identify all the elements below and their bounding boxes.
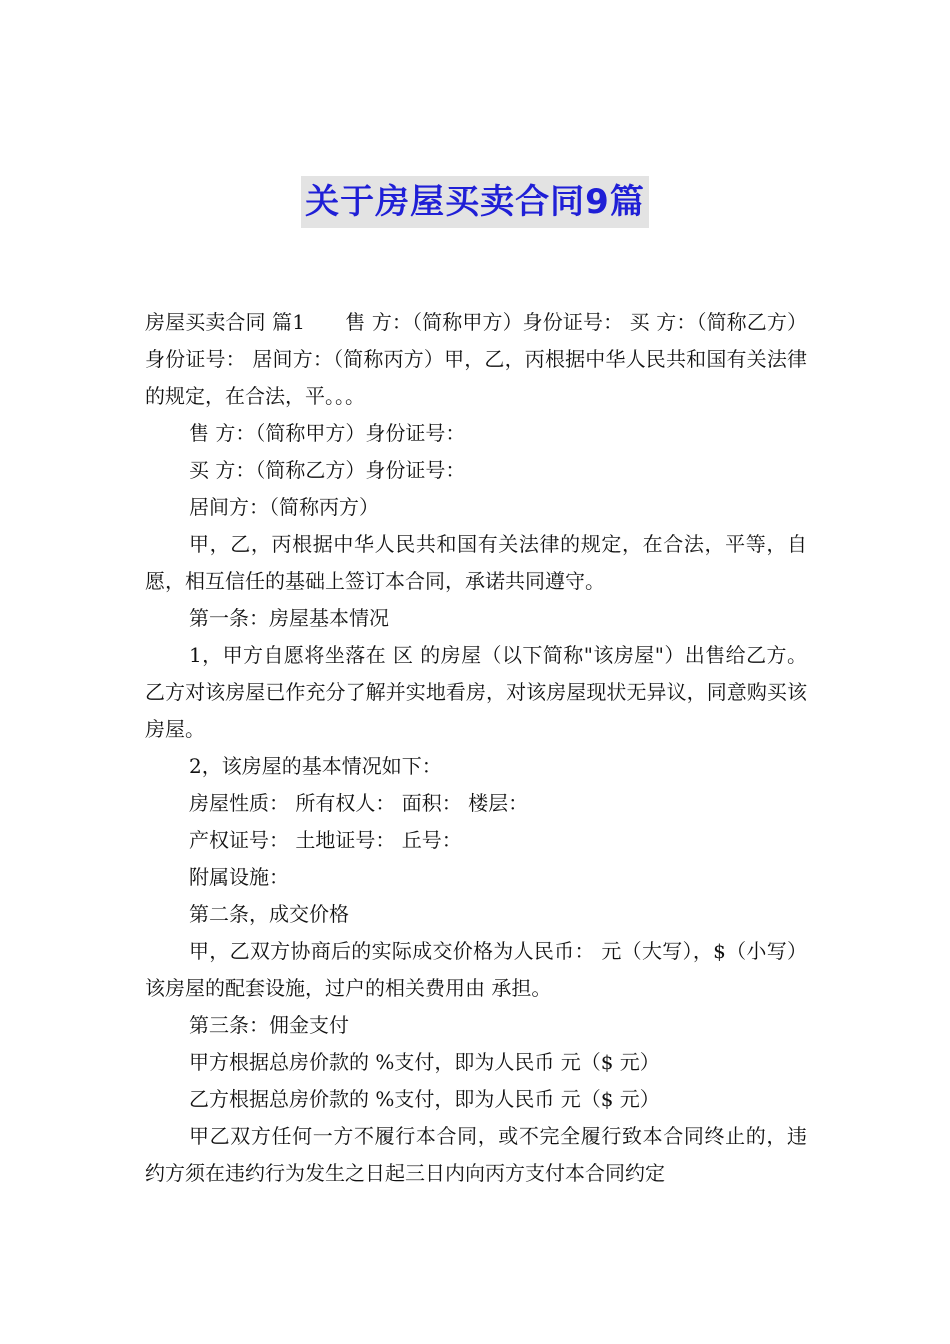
paragraph: 甲乙双方任何一方不履行本合同，或不完全履行致本合同终止的，违约方须在违约行为发生之日起三日内向丙方支付本合同约定 <box>145 1124 807 1185</box>
paragraph: 乙方根据总房价款的 %支付，即为人民币 元（$ 元） <box>189 1087 660 1111</box>
paragraph: 房屋性质： 所有权人： 面积： 楼层： <box>189 791 529 815</box>
paragraph: 居间方：（简称丙方） <box>189 495 379 519</box>
paragraph: 1，甲方自愿将坐落在 区 的房屋（以下简称"该房屋"）出售给乙方。乙方对该房屋已作充分了解并实地看房，对该房屋现状无异议，同意购买该房屋。 <box>145 643 807 741</box>
document-title: 关于房屋买卖合同9篇 <box>301 176 649 228</box>
paragraph: 产权证号： 土地证号： 丘号： <box>189 828 462 852</box>
paragraph: 房屋买卖合同 篇1 售 方：（简称甲方）身份证号： 买 方：（简称乙方）身份证号： 居间方：（简称丙方）甲，乙，丙根据中华人民共和国有关法律的规定，在合法，平。。。 <box>145 310 807 408</box>
document-body <box>145 304 807 1192</box>
paragraph: 甲方根据总房价款的 %支付，即为人民币 元（$ 元） <box>189 1050 660 1074</box>
section-heading: 第三条：佣金支付 <box>189 1013 349 1037</box>
paragraph: 售 方：（简称甲方）身份证号： <box>189 421 466 445</box>
paragraph: 甲，乙双方协商后的实际成交价格为人民币： 元（大写），$（小写）该房屋的配套设施，过户的相关费用由 承担。 <box>145 939 807 1000</box>
document-title-wrap <box>0 176 950 228</box>
paragraph: 2，该房屋的基本情况如下： <box>189 754 442 778</box>
section-heading: 第二条，成交价格 <box>189 902 349 926</box>
paragraph: 附属设施： <box>189 865 289 889</box>
paragraph: 买 方：（简称乙方）身份证号： <box>189 458 466 482</box>
section-heading: 第一条：房屋基本情况 <box>189 606 389 630</box>
paragraph: 甲，乙，丙根据中华人民共和国有关法律的规定，在合法，平等，自愿，相互信任的基础上签订本合同，承诺共同遵守。 <box>145 532 807 593</box>
